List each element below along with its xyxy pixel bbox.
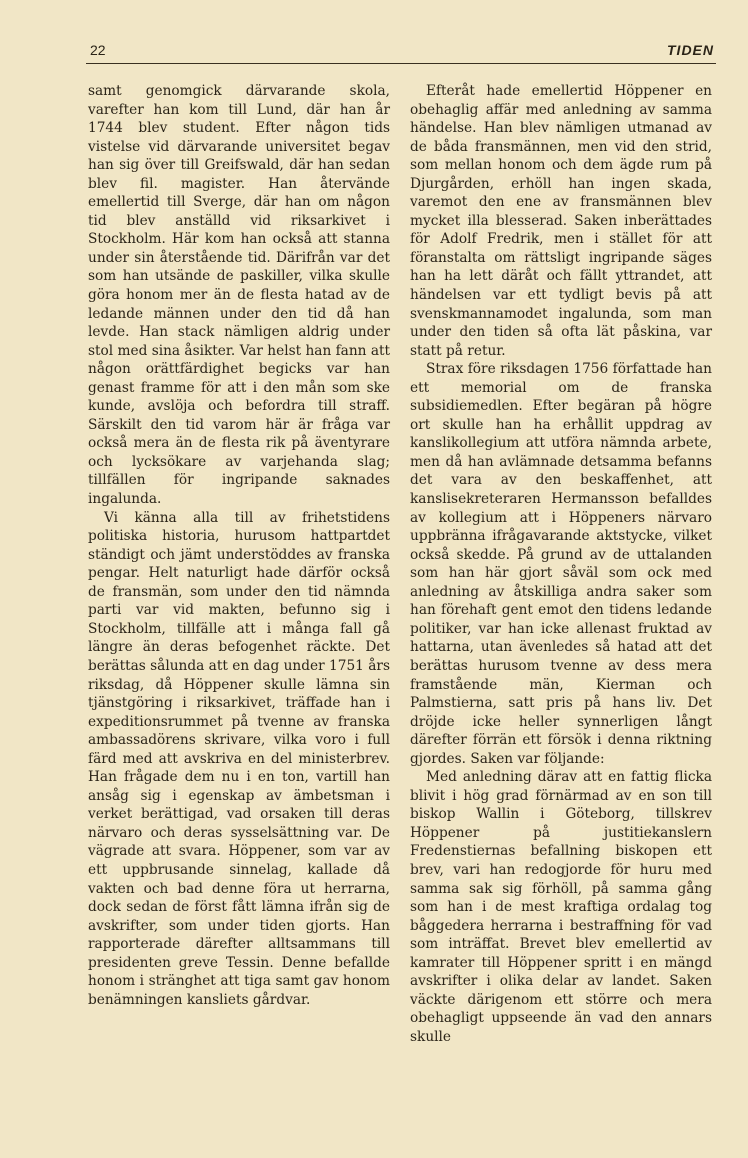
paragraph: Strax före riksdagen 1756 författade han ett memorial om de franska subsidiemedlen. Efter begäran på högre ort skulle han ha erhållit uppdrag av kanslikollegium att utföra nämnda arbete, men då han avlämnade detsamma befanns det vara av den beskaffenhet, att kanslisekreteraren Hermansson befalldes av kollegium att i Höppeners närvaro uppbränna ifrågavarande aktstycke, vilket också skedde. På grund av de uttalanden som han här gjort såväl som ock med anledning av åtskilliga andra saker som han förehaft gent emot den tidens ledande politiker, var han icke allenast fruktad av hattarna, utan ävenledes så hatad att det berättas hurusom tvenne av dess mera framstående män, Kierman och Palmstierna, satt pris på hans liv. Det dröjde icke heller synnerligen långt därefter förrän ett försök i denna riktning gjordes. Saken var följande: <box>410 361 712 767</box>
paragraph: samt genomgick därvarande skola, varefter han kom till Lund, där han år 1744 blev student. Efter någon tids vistelse vid därvarande universitet begav han sig över till Greifswald, där han sedan blev fil. magister. Han återvände emellertid till Sverge, där han om någon tid blev anställd vid riksarkivet i Stockholm. Här kom han också att stanna under sin återstående tid. Därifrån var det som han utsände de paskiller, vilka skulle göra honom mer än de flesta hatad av de ledande männen under den tid då han levde. Han stack nämligen aldrig under stol med sina åsikter. Var helst han fann att någon orättfärdighet begicks var han genast framme för att i den mån som ske kunde, avslöja och befordra till straff. Särskilt den tid varom här är fråga var också mera än de flesta rik på äventyrare och lycksökare av varjehanda slag; tillfällen för ingripande saknades ingalunda. <box>88 83 390 508</box>
journal-title: TIDEN <box>667 42 714 58</box>
paragraph: Vi känna alla till av frihetstidens politiska historia, hurusom hattpartdet ständigt och jämt understöddes av franska pengar. Helt naturligt hade därför också de fransmän, som under den tid nämnda parti var vid makten, befunno sig i Stockholm, tillfälle att i många fall gå längre än deras befogenhet räckte. Det berättas sålunda att en dag under 1751 års riksdag, då Höppener skulle lämna sin tjänstgöring i riksarkivet, träffade han i expeditionsrummet på tvenne av franska ambassadörens skrivare, vilka voro i full färd med att avskriva en del ministerbrev. Han frågade dem nu i en ton, vartill han ansåg sig i egenskap av ämbetsman i verket berättigad, vad orsaken till deras närvaro och deras sysselsättning var. De vägrade att svara. Höppener, som var av ett uppbrusande sinnelag, kallade då vakten och bad denne föra ut herrarna, dock sedan de först fått lämna ifrån sig de avskrifter, som under tiden gjorts. Han rapporterade därefter alltsammans till presidenten greve Tessin. Denne befallde honom i stränghet att tiga samt gav honom benämningen kansliets gårdvar. <box>88 509 390 1008</box>
page-number: 22 <box>90 42 106 58</box>
paragraph: Efteråt hade emellertid Höppener en obehaglig affär med anledning av samma händelse. Han blev nämligen utmanad av de båda fransmännen, men vid den strid, som mellan honom och dem ägde rum på Djurgården, erhöll han ingen skada, varemot den ene av fransmännen blev mycket illa blesserad. Saken inberättades för Adolf Fredrik, men i stället för att föranstalta om rättsligt ingripande säges han ha lett däråt och fällt yttrandet, att händelsen var ett tydligt bevis på att svenskmannamodet ingalunda, som man under den tiden så ofta lät påskina, var statt på retur. <box>410 83 712 359</box>
right-column <box>410 82 712 1046</box>
paragraph: Med anledning därav att en fattig flicka blivit i hög grad förnärmad av en son till biskop Wallin i Göteborg, tillskrev Höppener på justitiekanslern Fredenstiernas befallning biskopen ett brev, vari han redogjorde för huru med samma sak sig förhöll, på samma gång som han i de mest kraftiga ordalag tog båggedera herrarna i bestraffning för vad som inträffat. Brevet blev emellertid av kamrater till Höppener spritt i en mängd avskrifter i olika delar av landet. Saken väckte därigenom ett större och mera obehagligt uppseende än vad den annars skulle <box>410 769 712 1045</box>
left-column <box>88 82 390 1009</box>
header-rule <box>86 63 716 64</box>
